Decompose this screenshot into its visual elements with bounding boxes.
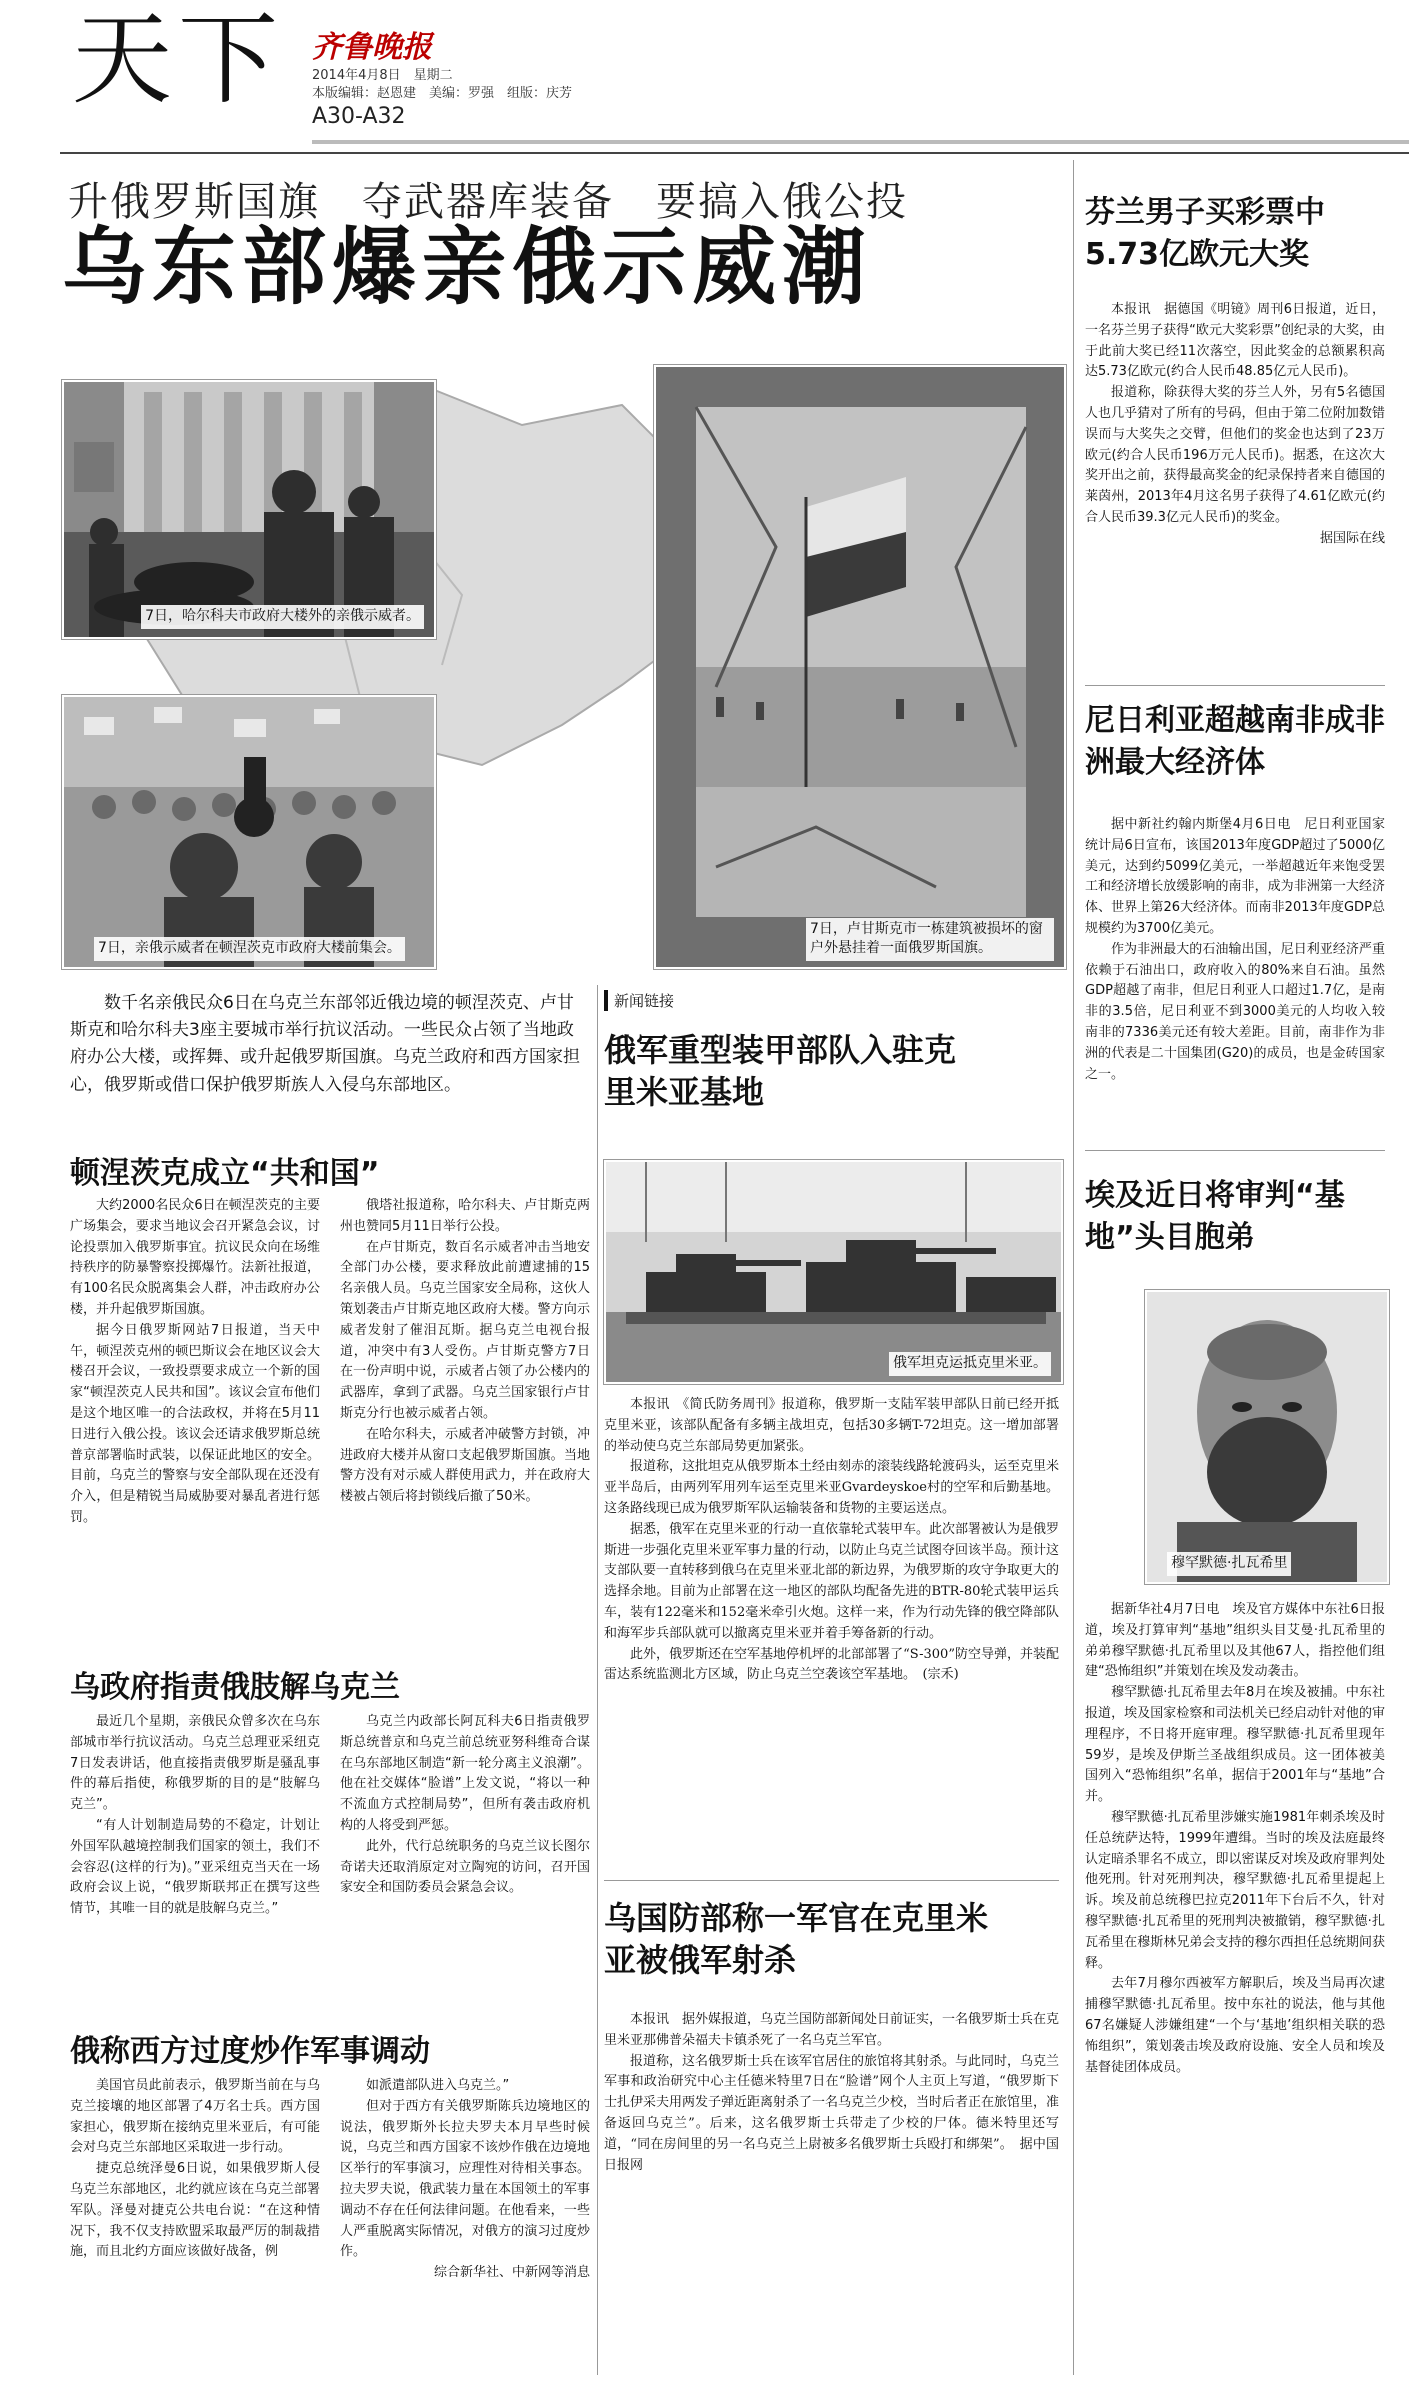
story-headline: 俄军重型装甲部队入驻克里米亚基地 (604, 1031, 957, 1111)
story-body (1085, 300, 1385, 550)
story-body (604, 1395, 1059, 1686)
section-column (340, 1196, 590, 1508)
column-rule (1073, 160, 1074, 2375)
paragraph: 穆罕默德·扎瓦希里去年8月在埃及被捕。中东社报道，埃及国家检察和司法机关已经启动针对他的审理程序，不日将开庭审理。穆罕默德·扎瓦希里现年59岁，是埃及伊斯兰圣战组织成员。这一团体被美国列入“恐怖组织”名单，据信于2001年与“基地”合并。 (1085, 1685, 1385, 1805)
editor-line: 本版编辑：赵恩建 美编：罗强 组版：庆芳 (312, 86, 573, 101)
section-head: 俄称西方过度炒作军事调动 (70, 2034, 430, 2069)
paragraph: 但对于西方有关俄罗斯陈兵边境地区的说法，俄罗斯外长拉夫罗夫本月早些时候说，乌克兰和西方国家不该炒作俄在边境地区举行的军事演习，应理性对待相关事态。拉夫罗夫说，俄武装力量在本国领土的军事调动不存在任何法律问题。在他看来，一些人严重脱离实际情况，对俄方的演习过度炒作。 (340, 2098, 590, 2260)
photo-kharkiv (62, 380, 436, 639)
story-body (604, 2010, 1059, 2176)
paragraph: 据新华社4月7日电 埃及官方媒体中东社6日报道，埃及打算审判“基地”组织头目艾曼·扎瓦希里的弟弟穆罕默德·扎瓦希里以及其他67人，指控他们组建“恐怖组织”并策划在埃及发动袭击。 (1085, 1602, 1385, 1680)
photo-caption: 7日，卢甘斯克市一栋建筑被损坏的窗户外悬挂着一面俄罗斯国旗。 (806, 918, 1054, 961)
section-column (70, 1712, 320, 1920)
section-column (340, 2076, 590, 2284)
paragraph: 报道称，这批坦克从俄罗斯本土经由刻赤的滚装线路轮渡码头，运至克里米亚半岛后，由两列军用列车运至克里米亚Gvardeyskoe村的空军和后勤基地。这条路线现已成为俄罗斯军队运输装备和货物的主要运送点。 (604, 1459, 1060, 1516)
paragraph: 在哈尔科夫，示威者冲破警方封锁，冲进政府大楼并从窗口支起俄罗斯国旗。当地警方没有对示威人群使用武力，并在政府大楼被占领后将封锁线后撤了50米。 (340, 1426, 590, 1505)
photo-caption: 7日，哈尔科夫市政府大楼外的亲俄示威者。 (141, 605, 424, 629)
section-title: 天下 (72, 1, 284, 118)
story-headline: 芬兰男子买彩票中5.73亿欧元大奖 (1085, 195, 1325, 272)
paragraph: 本报讯 据德国《明镜》周刊6日报道，近日，一名芬兰男子获得“欧元大奖彩票”创纪录的大奖，由于此前大奖已经11次落空，因此奖金的总额累积高达5.73亿欧元(约合人民币48.85亿元人民币)。 (1085, 302, 1385, 380)
paragraph: 俄塔社报道称，哈尔科夫、卢甘斯克两州也赞同5月11日举行公投。 (340, 1198, 590, 1234)
story-rule (604, 1880, 1059, 1881)
story-body (1085, 1600, 1385, 2078)
paragraph: 本报讯 《简氏防务周刊》报道称，俄罗斯一支陆军装甲部队日前已经开抵克里米亚，该部队配备有多辆主战坦克，包括30多辆T-72坦克。这一增加部署的举动使乌克兰东部局势更加紧张。 (604, 1397, 1059, 1454)
paragraph: 如派遣部队进入乌克兰。” (366, 2078, 510, 2093)
story-rule (1085, 685, 1385, 686)
masthead-bar (312, 140, 1409, 144)
top-rule (60, 152, 1409, 154)
story-headline: 埃及近日将审判“基地”头目胞弟 (1085, 1178, 1345, 1255)
news-link-label: 新闻链接 (604, 990, 674, 1011)
column-rule (597, 985, 598, 2375)
paragraph: “有人计划制造局势的不稳定，计划让外国军队越境控制我们国家的领土，我们不会容忍(这样的行为)。”亚采纽克当天在一场政府会议上说，“俄罗斯联邦正在撰写这些情节，其唯一目的就是肢解乌克兰。” (70, 1817, 320, 1917)
paragraph: 此外，代行总统职务的乌克兰议长图尔奇诺夫还取消原定对立陶宛的访问，召开国家安全和国防委员会紧急会议。 (340, 1838, 590, 1896)
paragraph: 美国官员此前表示，俄罗斯当前在与乌克兰接壤的地区部署了4万名士兵。西方国家担心，俄罗斯在接纳克里米亚后，有可能会对乌克兰东部地区采取进一步行动。 (70, 2078, 320, 2156)
photo-caption: 俄军坦克运抵克里米亚。 (889, 1352, 1051, 1376)
paragraph: 穆罕默德·扎瓦希里涉嫌实施1981年刺杀埃及时任总统萨达特，1999年遭缉。当时的埃及法庭最终认定暗杀罪名不成立，即以密谋反对埃及政府罪判处他死刑。针对死刑判决，穆罕默德·扎瓦希里提起上诉。埃及前总统穆巴拉克2011年下台后不久，针对穆罕默德·扎瓦希里的死刑判决被撤销，穆罕默德·扎瓦希里在穆斯林兄弟会支持的穆尔西担任总统期间获释。 (1085, 1809, 1385, 1971)
paragraph: 乌克兰内政部长阿瓦科夫6日指责俄罗斯总统普京和乌克兰前总统亚努科维奇合谋在乌东部地区制造“新一轮分离主义浪潮”。他在社交媒体“脸谱”上发文说，“将以一种不流血方式控制局势”，但所有袭击政府机构的人将受到严惩。 (340, 1714, 590, 1833)
lead-headline: 乌东部爆亲俄示威潮 (62, 218, 873, 316)
masthead (0, 0, 1409, 150)
paragraph: 最近几个星期，亲俄民众曾多次在乌东部城市举行抗议活动。乌克兰总理亚采纽克7日发表讲话，他直接指责俄罗斯是骚乱事件的幕后指使，称俄罗斯的目的是“肢解乌克兰”。 (70, 1714, 320, 1813)
paragraph: 本报讯 据外媒报道，乌克兰国防部新闻处日前证实，一名俄罗斯士兵在克里米亚那佛普朵福夫卡镇杀死了一名乌克兰军官。 (604, 2012, 1060, 2048)
photo-montage (62, 365, 1062, 980)
paragraph: 捷克总统泽曼6日说，如果俄罗斯人侵乌克兰东部地区，北约就应该在乌克兰部署军队。泽曼对捷克公共电台说：“在这种情况下，我不仅支持欧盟采取最严厉的制裁措施，而且北约方面应该做好战备，例 (70, 2161, 320, 2260)
story-body (1085, 815, 1385, 1085)
photo-caption: 7日，亲俄示威者在顿涅茨克市政府大楼前集会。 (94, 937, 405, 961)
section-head: 乌政府指责俄肢解乌克兰 (70, 1670, 400, 1705)
story-headline: 尼日利亚超越南非成非洲最大经济体 (1085, 703, 1385, 780)
paragraph: 据中新社约翰内斯堡4月6日电 尼日利亚国家统计局6日宣布，该国2013年度GDP超过了5000亿美元，达到约5099亿美元，一举超越近年来饱受罢工和经济增长放缓影响的南非，成为非洲第一大经济体、世界上第26大经济体。而南非2013年度GDP总规模约为3700亿美元。 (1085, 817, 1385, 936)
photo-portrait (1145, 1290, 1389, 1584)
story-headline: 乌国防部称一军官在克里米亚被俄军射杀 (604, 1899, 989, 1979)
lead-paragraph: 数千名亲俄民众6日在乌克兰东部邻近俄边境的顿涅茨克、卢甘斯克和哈尔科夫3座主要城市举行抗议活动。一些民众占领了当地政府办公大楼，或挥舞、或升起俄罗斯国旗。乌克兰政府和西方国家担心，俄罗斯或借口保护俄罗斯族人入侵乌东部地区。 (70, 993, 580, 1095)
photo-luhansk (654, 365, 1066, 969)
paragraph: 作为非洲最大的石油输出国，尼日利亚经济严重依赖于石油出口，政府收入的80%来自石油。虽然GDP超越了南非，但尼日利亚人口超过1.7亿，是南非的3.5倍，尼日利亚不到3000美元的人均收入较南非的7336美元还有较大差距。目前，南非作为非洲的代表是二十国集团(G20)的成员，也是金砖国家之一。 (1085, 941, 1385, 1082)
paragraph: 据悉，俄军在克里米亚的行动一直依靠轮式装甲车。此次部署被认为是俄罗斯进一步强化克里米亚军事力量的行动，以防止乌克兰试图夺回该半岛。预计这支部队要一直转移到俄乌在克里米亚北部的新边界，为俄罗斯的攻守争取更大的选择余地。目前为止部署在这一地区的部队均配备先进的BTR-80轮式装甲运兵车，装有122毫米和152毫米牵引火炮。这样一来，作为行动先锋的俄空降部队和海军步兵部队就可以撤离克里米亚并着手筹备新的行动。 (604, 1521, 1060, 1641)
paragraph: 据今日俄罗斯网站7日报道，当天中午，顿涅茨克州的顿巴斯议会在地区议会大楼召开会议，一致投票要求成立一个新的国家“顿涅茨克人民共和国”。该议会宣布他们是这个地区唯一的合法政权，并将在5月11日进行入俄公投。该议会还请求俄罗斯总统普京部署临时武装，以保证此地区的安全。目前，乌克兰的警察与安全部队现在还没有介入，但是精锐当局威胁要对暴乱者进行惩罚。 (70, 1322, 320, 1525)
source-credit: 综合新华社、中新网等消息 (433, 2265, 590, 2281)
section-column (70, 2076, 320, 2263)
lead-kicker: 升俄罗斯国旗 夺武器库装备 要搞入俄公投 (68, 179, 908, 225)
date-line: 2014年4月8日 星期二 (312, 68, 453, 83)
paragraph: 报道称，这名俄罗斯士兵在该军官居住的旅馆将其射杀。与此同时，乌克兰军事和政治研究中心主任德米特里7日在“脸谱”网个人主页上写道，“俄罗斯下士扎伊采夫用两发子弹近距离射杀了一名乌克兰少校，当时后者正在旅馆里，准备返回乌克兰”。后来，这名俄罗斯士兵带走了少校的尸体。德米特里还写道，“同在房间里的另一名乌克兰上尉被多名俄罗斯士兵殴打和绑架”。 据中国日报网 (604, 2053, 1060, 2173)
section-column (70, 1196, 320, 1529)
story-rule (1085, 1150, 1385, 1151)
paragraph: 在卢甘斯克，数百名示威者冲击当地安全部门办公楼，要求释放此前遭逮捕的15名亲俄人员。乌克兰国家安全局称，这伙人策划袭击卢甘斯克地区政府大楼。警方向示威者发射了催泪瓦斯。据乌克兰电视台报道，冲突中有3人受伤。卢甘斯克警方7日在一份声明中说，示威者占领了办公楼内的武器库，拿到了武器。乌克兰国家银行卢甘斯克分行也被示威者占领。 (340, 1239, 590, 1421)
photo-caption: 穆罕默德·扎瓦希里 (1167, 1552, 1291, 1576)
source-credit: 据国际在线 (1319, 530, 1385, 546)
page-range: A30-A32 (312, 104, 406, 129)
paragraph: 大约2000名民众6日在顿涅茨克的主要广场集会，要求当地议会召开紧急会议，讨论投票加入俄罗斯事宜。抗议民众向在场维持秩序的防暴警察投掷爆竹。法新社报道，有100名民众脱离集会人群，冲击政府办公楼，并升起俄罗斯国旗。 (70, 1198, 320, 1317)
paper-logo: 齐鲁晚报 (312, 30, 432, 65)
section-head: 顿涅茨克成立“共和国” (70, 1156, 380, 1191)
paragraph: 报道称，除获得大奖的芬兰人外，另有5名德国人也几乎猜对了所有的号码，但由于第二位附加数错误而与大奖失之交臂，但他们的奖金也达到了23万欧元(约合人民币196万元人民币)。据悉，在这次大奖开出之前，获得最高奖金的纪录保持者来自德国的莱茵州，2013年4月这名男子获得了4.61亿欧元(约合人民币39.3亿元人民币)的奖金。 (1085, 385, 1385, 525)
paragraph: 去年7月穆尔西被军方解职后，埃及当局再次逮捕穆罕默德·扎瓦希里。按中东社的说法，他与其他67名嫌疑人涉嫌组建“一个与‘基地’组织相关联的恐怖组织”，策划袭击埃及政府设施、安全人员和埃及基督徒团体成员。 (1085, 1976, 1385, 2075)
photo-tanks (604, 1160, 1063, 1384)
paragraph: 此外，俄罗斯还在空军基地停机坪的北部部署了“S-300”防空导弹，并装配雷达系统监测北方区域，防止乌克兰空袭该空军基地。 (宗禾) (604, 1646, 1059, 1683)
section-column (340, 1712, 590, 1899)
photo-donetsk (62, 695, 436, 969)
